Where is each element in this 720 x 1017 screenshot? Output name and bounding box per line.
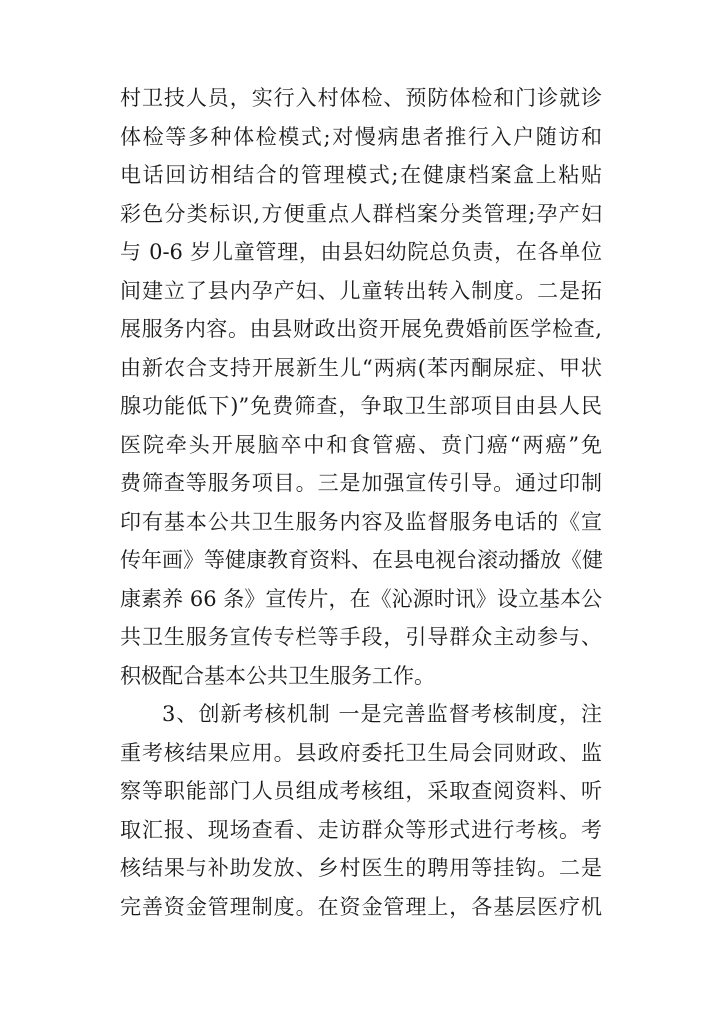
text-line: 腺功能低下)”免费筛查，争取卫生部项目由县人民 bbox=[120, 394, 602, 418]
text-line: 由新农合支持开展新生儿“两病(苯丙酮尿症、甲状 bbox=[120, 355, 602, 380]
text-line: 彩色分类标识,方便重点人群档案分类管理;孕产妇 bbox=[120, 201, 602, 226]
text-line: 印有基本公共卫生服务内容及监督服务电话的《宣 bbox=[120, 509, 602, 534]
text-line: 展服务内容。由县财政出资开展免费婚前医学检查, bbox=[120, 317, 602, 341]
document-body bbox=[120, 79, 602, 926]
text-line: 村卫技人员，实行入村体检、预防体检和门诊就诊 bbox=[120, 86, 602, 110]
text-line: 完善资金管理制度。在资金管理上，各基层医疗机 bbox=[120, 894, 602, 919]
text-line: 费筛查等服务项目。三是加强宣传引导。通过印制 bbox=[120, 471, 602, 495]
text-line: 共卫生服务宣传专栏等手段，引导群众主动参与、 bbox=[120, 625, 602, 649]
text-line: 核结果与补助发放、乡村医生的聘用等挂钩。二是 bbox=[120, 856, 602, 880]
text-line: 取汇报、现场查看、走访群众等形式进行考核。考 bbox=[120, 817, 602, 842]
text-line: 积极配合基本公共卫生服务工作。 bbox=[120, 663, 435, 688]
text-line: 电话回访相结合的管理模式;在健康档案盒上粘贴 bbox=[120, 163, 602, 187]
paragraph-1 bbox=[120, 79, 602, 695]
text-line: 传年画》等健康教育资料、在县电视台滚动播放《健 bbox=[120, 548, 603, 572]
text-line: 重考核结果应用。县政府委托卫生局会同财政、监 bbox=[120, 740, 602, 765]
text-line: 康素养 66 条》宣传片，在《沁源时讯》设立基本公 bbox=[120, 586, 602, 611]
text-line: 3、创新考核机制 一是完善监督考核制度，注 bbox=[162, 702, 602, 726]
text-line: 体检等多种体检模式;对慢病患者推行入户随访和 bbox=[120, 124, 602, 149]
text-line: 与 0-6 岁儿童管理，由县妇幼院总负责，在各单位 bbox=[120, 240, 602, 264]
text-line: 间建立了县内孕产妇、儿童转出转入制度。二是拓 bbox=[120, 278, 602, 303]
paragraph-2 bbox=[120, 695, 602, 926]
text-line: 察等职能部门人员组成考核组，采取查阅资料、听 bbox=[120, 779, 602, 803]
text-line: 医院牵头开展脑卒中和食管癌、贲门癌“两癌”免 bbox=[120, 432, 602, 457]
